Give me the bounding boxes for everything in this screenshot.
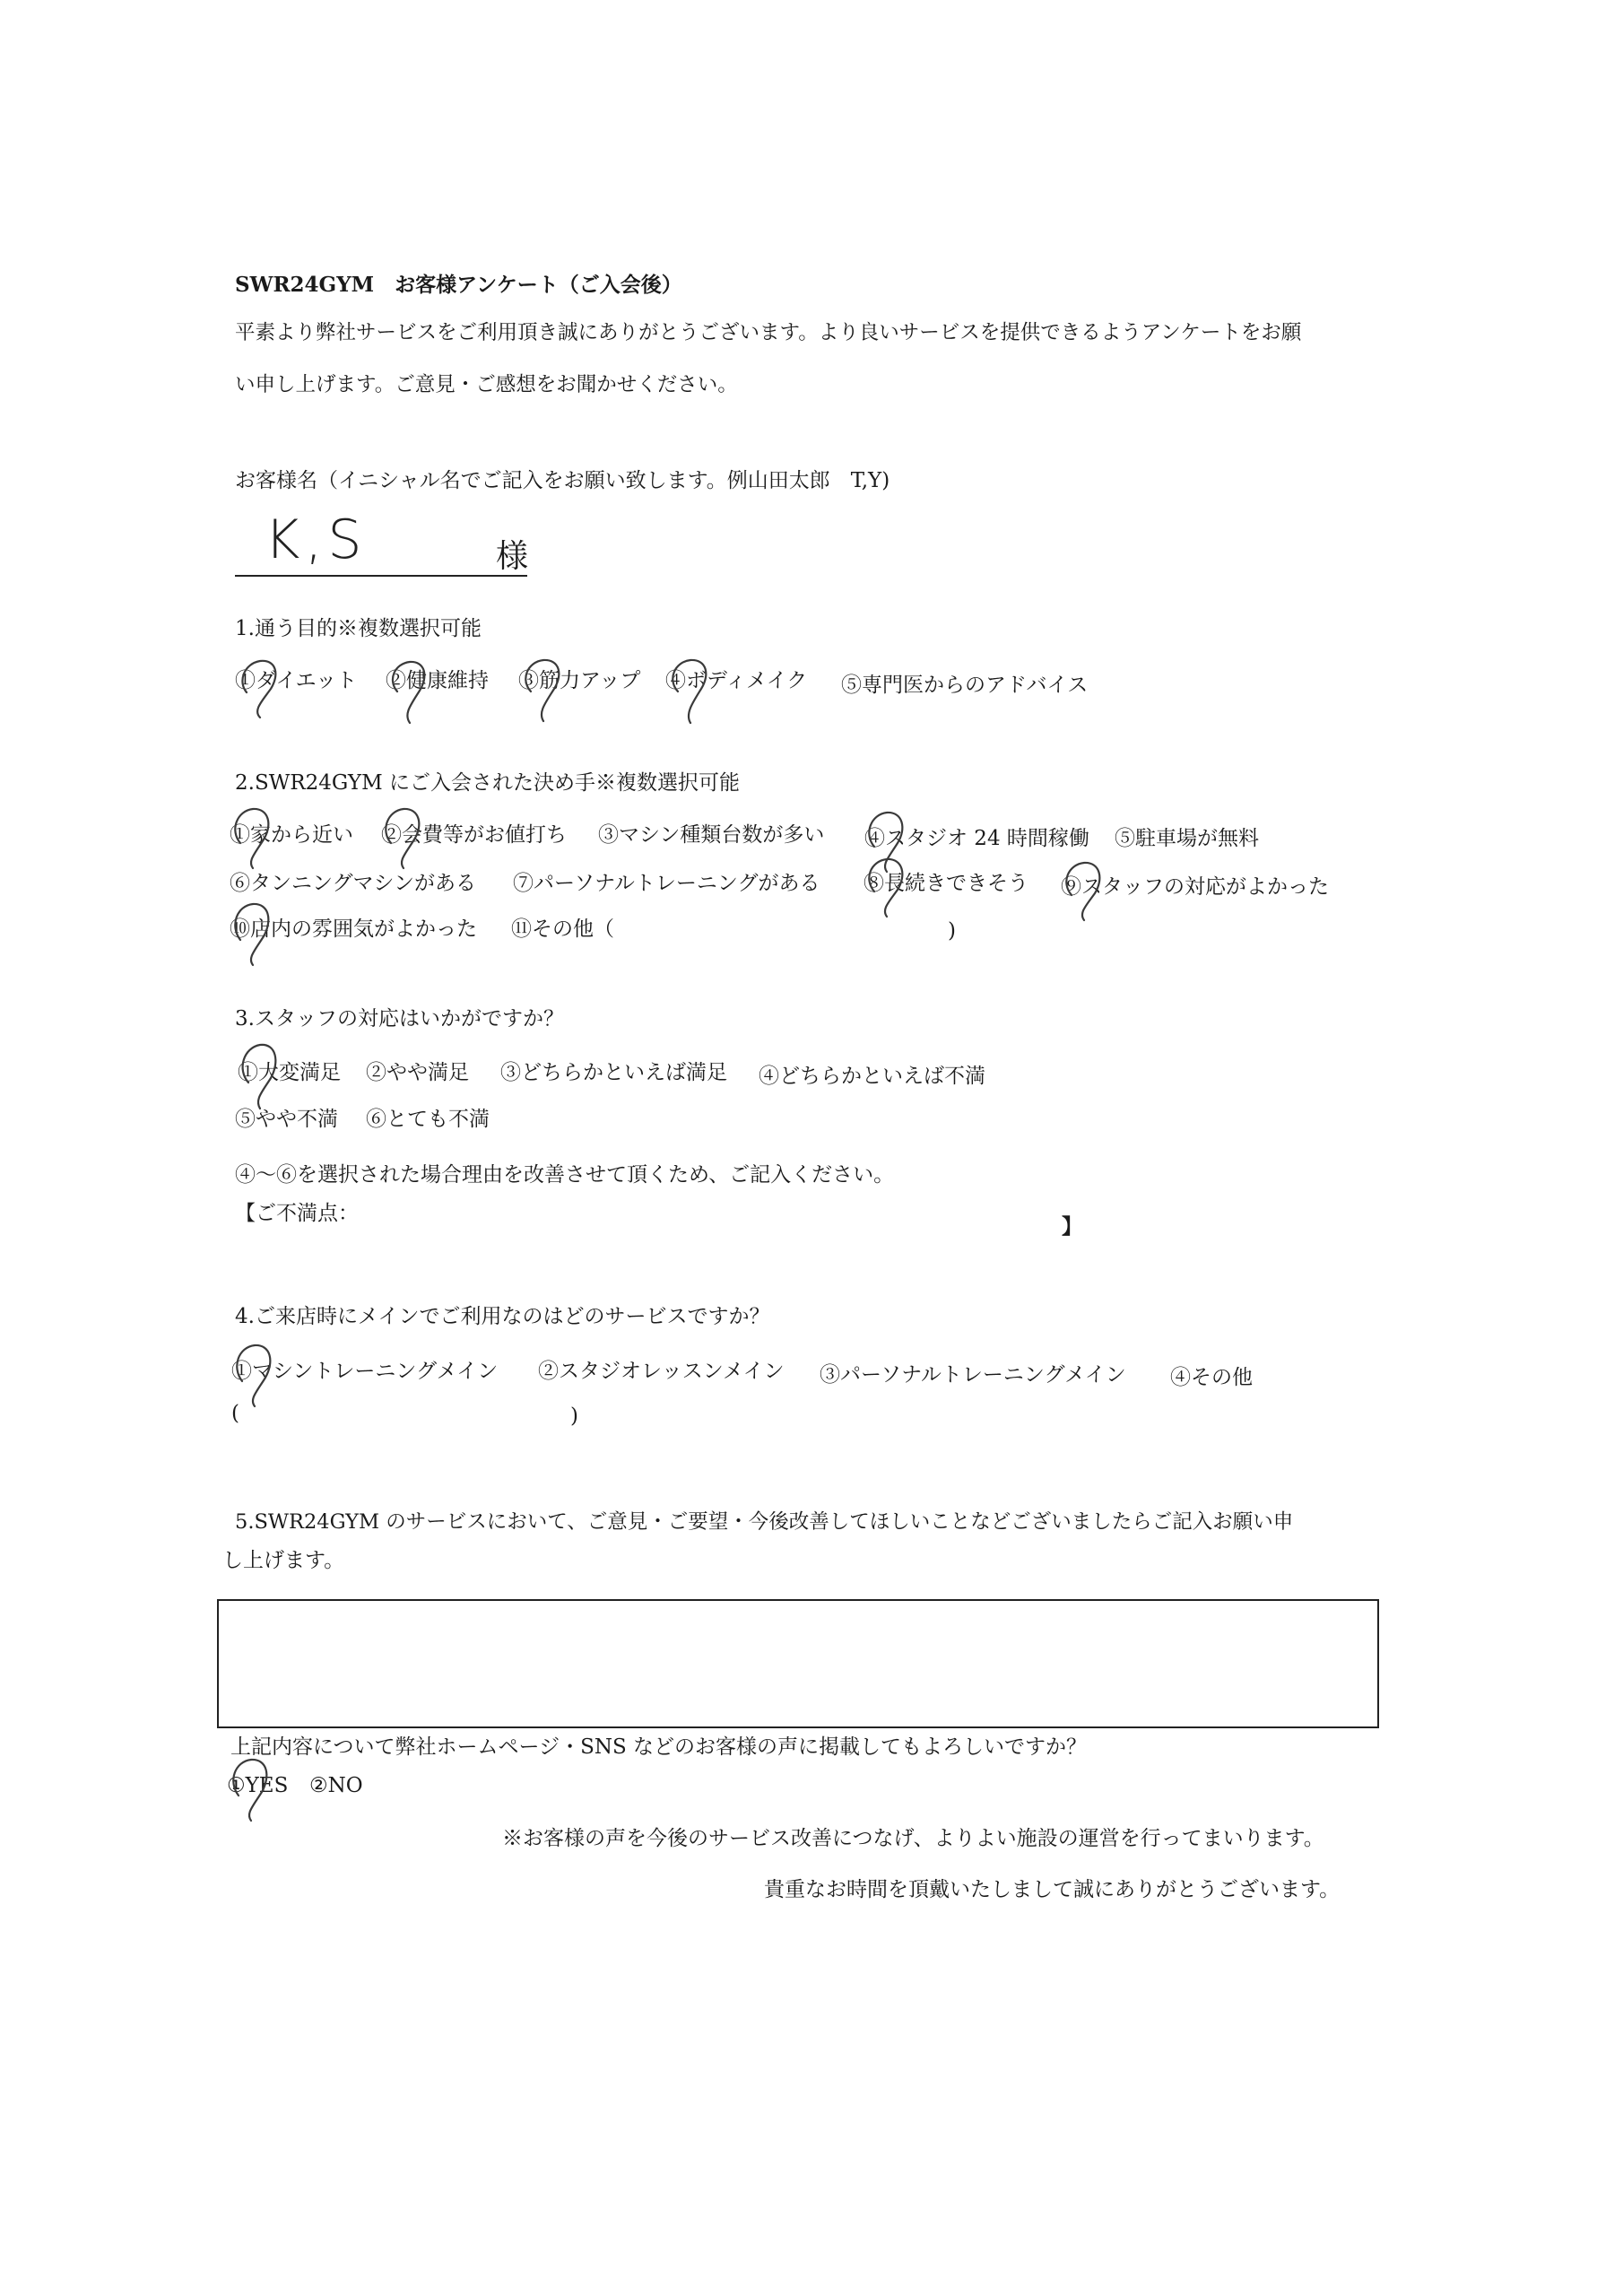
q3-complaint-label: 【ご不満点： [235, 1202, 359, 1225]
q3-option-6[interactable]: ⑥とても不満 [366, 1108, 490, 1131]
q4-question: 4.ご来店時にメインでご利用なのはどのサービスですか？ [235, 1305, 770, 1328]
q1-question: 1.通う目的※複数選択可能 [235, 617, 482, 640]
consent-question: 上記内容について弊社ホームページ・SNS などのお客様の声に掲載してもよろしいですか？ [230, 1735, 1088, 1759]
customer-name-underline [235, 575, 527, 577]
q2-option-1[interactable]: ①家から近い [230, 823, 353, 847]
intro-line-1: 平素より弊社サービスをご利用頂き誠にありがとうございます。より良いサービスを提供できるようアンケートをお願 [235, 321, 1302, 344]
q3-option-4[interactable]: ④どちらかといえば不満 [759, 1065, 985, 1088]
q2-option-8[interactable]: ⑧長続きできそう [864, 872, 1028, 895]
q2-option-10[interactable]: ⑩店内の雰囲気がよかった [230, 918, 477, 941]
q4-option-3[interactable]: ③パーソナルトレーニングメイン [820, 1363, 1126, 1387]
footer-note: ※お客様の声を今後のサービス改善につなげ、よりよい施設の運営を行ってまいります。 [502, 1827, 1324, 1850]
q2-option-6[interactable]: ⑥タンニングマシンがある [230, 872, 476, 895]
q2-option-9[interactable]: ⑨スタッフの対応がよかった [1061, 875, 1329, 899]
q2-question: 2.SWR24GYM にご入会された決め手※複数選択可能 [235, 771, 740, 795]
q4-option-2[interactable]: ②スタジオレッスンメイン [538, 1360, 785, 1383]
consent-option-no[interactable]: ②NO [309, 1774, 363, 1797]
q5-question-line-2: し上げます。 [222, 1549, 345, 1572]
customer-name-value[interactable]: K,S [265, 509, 368, 571]
q4-option-1[interactable]: ①マシントレーニングメイン [231, 1360, 499, 1383]
q2-option-4[interactable]: ④スタジオ 24 時間稼働 [864, 827, 1089, 850]
q3-option-2[interactable]: ②やや満足 [366, 1061, 469, 1084]
q2-other-input-close: ) [948, 919, 956, 943]
footer-thanks: 貴重なお時間を頂戴いたしまして誠にありがとうございます。 [764, 1878, 1341, 1901]
q3-option-5[interactable]: ⑤やや不満 [235, 1108, 338, 1131]
q2-option-7[interactable]: ⑦パーソナルトレーニングがある [513, 872, 820, 895]
q1-option-5[interactable]: ⑤専門医からのアドバイス [841, 674, 1089, 697]
q1-option-1[interactable]: ①ダイエット [235, 669, 358, 692]
q2-option-2[interactable]: ②会費等がお値打ち [381, 823, 567, 847]
q4-other-open: ( [231, 1402, 239, 1425]
customer-name-label: お客様名（イニシャル名でご記入をお願い致します。例山田太郎 T,Y) [235, 469, 890, 492]
q3-option-1[interactable]: ①大変満足 [238, 1061, 341, 1084]
q3-complaint-close: 】 [1062, 1214, 1082, 1239]
q5-answer-box[interactable] [217, 1599, 1379, 1728]
survey-title: SWR24GYM お客様アンケート（ご入会後） [235, 273, 682, 297]
q4-option-4[interactable]: ④その他 [1170, 1366, 1253, 1389]
q3-option-3[interactable]: ③どちらかといえば満足 [500, 1061, 727, 1084]
q2-option-3[interactable]: ③マシン種類台数が多い [598, 823, 825, 847]
consent-option-yes[interactable]: ①YES [227, 1774, 289, 1797]
q2-option-11[interactable]: ⑪その他（ [511, 918, 614, 941]
q5-question-line-1: 5.SWR24GYM のサービスにおいて、ご意見・ご要望・今後改善してほしいことなどございましたらご記入お願い申 [235, 1510, 1294, 1534]
customer-name-suffix: 様 [496, 538, 529, 575]
q1-option-3[interactable]: ③筋力アップ [518, 669, 641, 692]
q3-note: ④～⑥を選択された場合理由を改善させて頂くため、ご記入ください。 [235, 1163, 895, 1187]
q2-option-5[interactable]: ⑤駐車場が無料 [1115, 827, 1259, 850]
intro-line-2: い申し上げます。ご意見・ご感想をお聞かせください。 [235, 373, 738, 396]
q4-other-close: ) [570, 1405, 578, 1428]
q3-question: 3.スタッフの対応はいかがですか？ [235, 1007, 564, 1031]
q1-option-4[interactable]: ④ボディメイク [665, 669, 808, 692]
q1-option-2[interactable]: ②健康維持 [386, 669, 489, 692]
